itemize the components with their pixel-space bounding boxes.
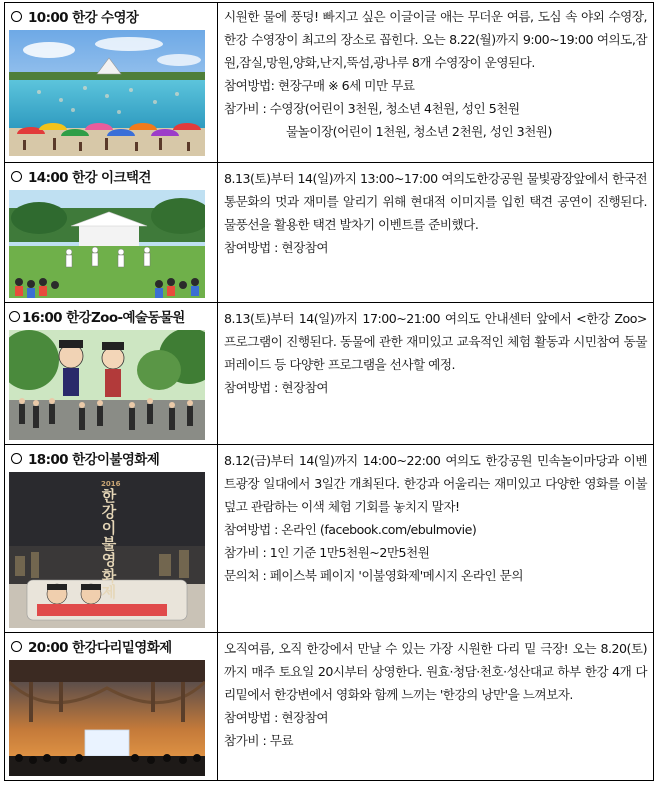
event-detail-cell (218, 303, 654, 445)
event-description: 8.13(토)부터 14(일)까지 17:00~21:00 여의도 안내센터 앞에서 <한강 Zoo>프로그램이 진행된다. 동물에 관한 재미있고 교육적인 체험 활동과 시민참여 동물퍼레이드 등 다양한 프로그램을 선사할 예정. (224, 311, 647, 372)
event-title (9, 447, 213, 469)
event-photo (9, 660, 205, 776)
event-description: 시원한 물에 풍덩! 빠지고 싶은 이글이글 애는 무더운 여름, 도심 속 야외 수영장, 한강 수영장이 최고의 장소로 꼽힌다. 오는 8.22(월)까지 9:00~19:00 여의도,잠원,잠실,망원,양화,난지,뚝섬,광나루 8개 수영장이 운영된다. (224, 9, 647, 70)
event-title (9, 5, 213, 27)
event-info-line: 참가비 : 수영장(어린이 3천원, 청소년 4천원, 성인 5천원 (224, 101, 520, 116)
event-header-cell (5, 303, 218, 445)
event-title-text: 20:00 한강다리밑영화제 (28, 640, 172, 656)
event-row (5, 163, 654, 303)
event-title-text: 16:00 한강Zoo-예술동물원 (22, 310, 185, 326)
circle-bullet-icon (9, 311, 20, 322)
poster-title: 한강이불영화제 (101, 487, 117, 601)
event-row (5, 3, 654, 163)
event-photo (9, 190, 205, 298)
event-row (5, 633, 654, 781)
event-description: 8.12(금)부터 14(일)까지 14:00~22:00 여의도 한강공원 민속놀이마당과 이벤트광장 일대에서 3일간 개최된다. 한강과 어울리는 재미있고 다양한 영화를 이불 덮고 관람하는 이색 체험 기회를 놓치지 말자! (224, 453, 647, 514)
circle-bullet-icon (11, 171, 22, 182)
event-info-line: 참여방법 : 온라인 (facebook.com/ebulmovie) (224, 522, 477, 537)
event-header-cell (5, 163, 218, 303)
event-info-line: 참여방법 : 현장참여 (224, 710, 329, 725)
event-photo (9, 472, 205, 628)
event-info-line: 물놀이장(어린이 1천원, 청소년 2천원, 성인 3천원) (286, 124, 552, 139)
circle-bullet-icon (11, 453, 22, 464)
event-info-line: 참가비 : 1인 기준 1만5천원~2만5천원 (224, 545, 430, 560)
event-row (5, 303, 654, 445)
events-table (4, 2, 654, 781)
event-title (9, 305, 213, 327)
event-detail-cell (218, 3, 654, 163)
event-description: 오직여름, 오직 한강에서 만날 수 있는 가장 시원한 다리 밑 극장! 오는 8.20(토)까지 매주 토요일 20시부터 상영한다. 원효·청담·천호·성산대교 하부 한강 4개 다리밑에서 한강변에서 영화와 함께 느끼는 '한강의 낭만'을 느껴보자. (224, 641, 647, 702)
event-description: 8.13(토)부터 14(일)까지 13:00~17:00 여의도한강공원 물빛광장앞에서 한국전통문화의 멋과 재미를 알리기 위해 현대적 이미지를 입힌 택견 공연이 진행된다. 물풍선을 활용한 택견 발차기 이벤트를 준비했다. (224, 171, 647, 232)
event-info-line: 참여방법: 현장구매 ※ 6세 미만 무료 (224, 78, 415, 93)
event-photo (9, 330, 205, 440)
circle-bullet-icon (11, 641, 22, 652)
event-info-line: 문의처 : 페이스북 페이지 '이불영화제'메시지 온라인 문의 (224, 568, 523, 583)
circle-bullet-icon (11, 11, 22, 22)
event-title (9, 165, 213, 187)
event-header-cell (5, 633, 218, 781)
event-title-text: 14:00 한강 이크택견 (28, 170, 151, 186)
event-title (9, 635, 213, 657)
event-photo (9, 30, 205, 156)
event-info-line: 참가비 : 무료 (224, 733, 294, 748)
poster-year: 2016 (101, 480, 121, 488)
event-title-text: 10:00 한강 수영장 (28, 10, 139, 26)
event-row (5, 445, 654, 633)
event-detail-cell (218, 163, 654, 303)
event-info-line: 참여방법 : 현장참여 (224, 240, 329, 255)
event-header-cell (5, 445, 218, 633)
event-detail-cell (218, 445, 654, 633)
event-info-line: 참여방법 : 현장참여 (224, 380, 329, 395)
event-detail-cell (218, 633, 654, 781)
event-header-cell (5, 3, 218, 163)
event-title-text: 18:00 한강이불영화제 (28, 452, 160, 468)
